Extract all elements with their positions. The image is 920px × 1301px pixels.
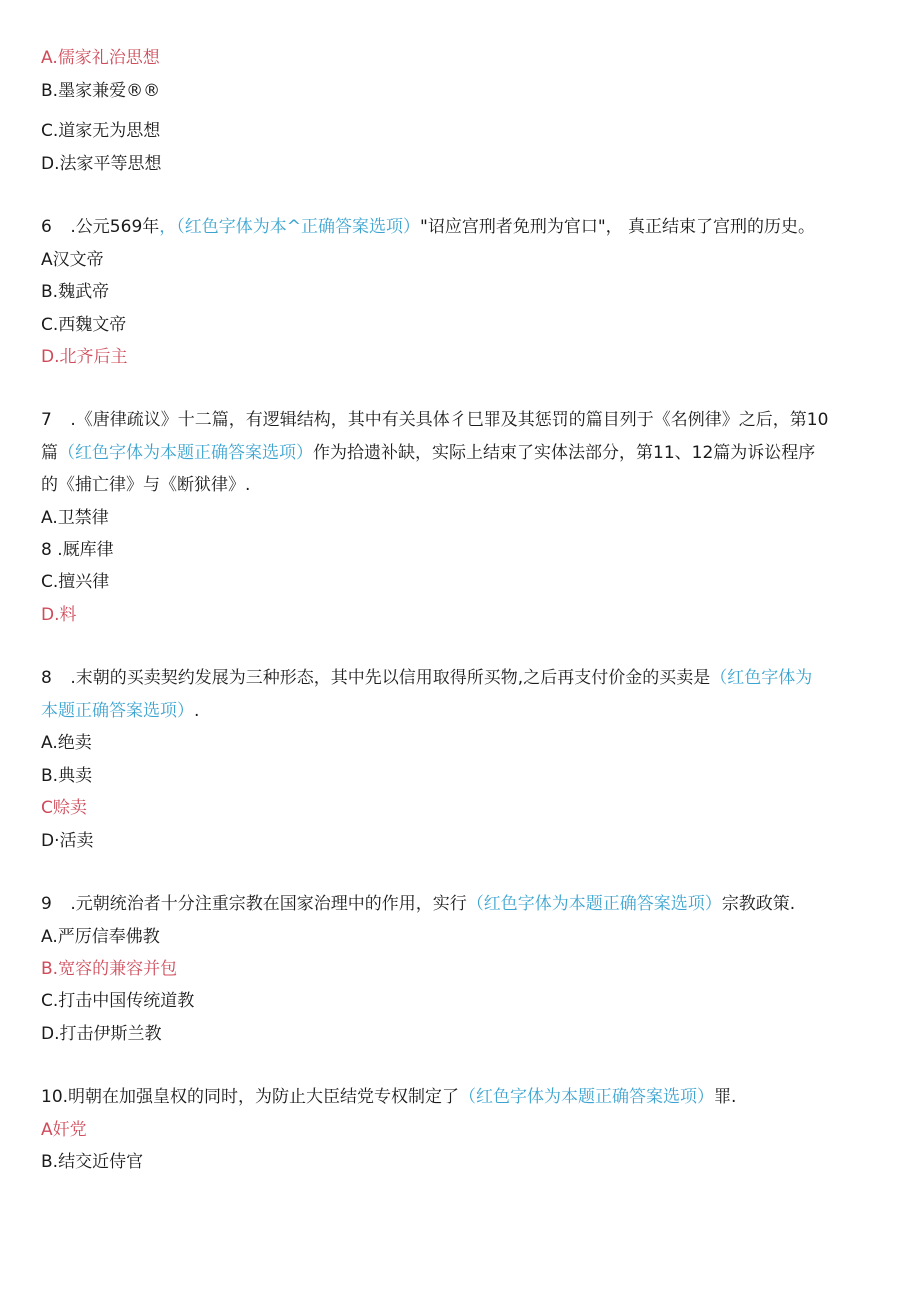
- q7-stem-line2: [41, 441, 815, 465]
- q5-option-d: D.法家平等思想: [41, 154, 162, 174]
- q7-line2-post: 作为拾遗补缺，实际上结束了实体法部分，第11、12篇为诉讼程序: [313, 443, 816, 463]
- q10-stem-pre: 10.明朝在加强皇权的同时，为防止大臣结党专权制定了: [41, 1087, 460, 1107]
- q8-line2-post: .: [194, 701, 200, 721]
- q5-option-b: B.墨家兼爱®®: [41, 81, 161, 101]
- q6-number: 6: [41, 217, 52, 237]
- q8-stem-line1: [41, 666, 812, 690]
- q7-stem-line1: [41, 408, 828, 432]
- q8-option-a: A.绝卖: [41, 733, 92, 753]
- q6-stem-pre: .公元569年: [65, 217, 160, 237]
- q5-option-a: A.儒家礼治思想: [41, 48, 160, 68]
- q8-option-c: C赊卖: [41, 798, 87, 818]
- q9-stem: [41, 892, 795, 916]
- q7-option-a: A.卫禁律: [41, 508, 109, 528]
- q10-option-b: B.结交近侍官: [41, 1152, 144, 1172]
- q8-stem-line2: [41, 699, 199, 723]
- q9-option-b: B.宽容的兼容并包: [41, 959, 178, 979]
- q6-answer-hint: ，（红色字体为本^正确答案选项）: [159, 217, 421, 237]
- q6-option-a: A汉文帝: [41, 250, 104, 270]
- q6-option-b: B.魏武帝: [41, 282, 110, 302]
- q8-line1-pre: .末朝的买卖契约发展为三种形态，其中先以信用取得所买物,之后再支付价金的买卖是: [65, 668, 711, 688]
- q7-line2-pre: 篇: [41, 443, 58, 463]
- q7-option-c: C.擅兴律: [41, 572, 110, 592]
- q7-number: 7: [41, 410, 52, 430]
- q8-number: 8: [41, 668, 52, 688]
- q5-option-c: C.道家无为思想: [41, 121, 161, 141]
- q9-number: 9: [41, 894, 52, 914]
- q10-stem: [41, 1085, 736, 1109]
- q7-stem-line3: 的《捕亡律》与《断狱律》.: [41, 475, 251, 495]
- q9-option-c: C.打击中国传统道教: [41, 991, 195, 1011]
- q6-option-c: C.西魏文帝: [41, 315, 127, 335]
- q10-option-a: A奸党: [41, 1120, 87, 1140]
- q7-option-d: D.料: [41, 605, 77, 625]
- q9-option-a: A.严厉信奉佛教: [41, 927, 160, 947]
- q8-answer-hint-part2: 本题正确答案选项）: [41, 701, 194, 721]
- q8-answer-hint-part1: （红色字体为: [710, 668, 813, 688]
- q6-stem-post: "诏应宫刑者免刑为官口"， 真正结束了宫刑的历史。: [420, 217, 816, 237]
- q7-option-b: 8 .厩库律: [41, 540, 114, 560]
- q9-stem-post: 宗教政策.: [721, 894, 796, 914]
- q9-answer-hint: （红色字体为本题正确答案选项）: [466, 894, 722, 914]
- q6-stem: [41, 215, 815, 239]
- q7-line1-text: .《唐律疏议》十二篇，有逻辑结构，其中有关具体彳巳罪及其惩罚的篇目列于《名例律》之后，第10: [65, 410, 829, 430]
- q9-stem-pre: .元朝统治者十分注重宗教在国家治理中的作用，实行: [65, 894, 467, 914]
- q10-stem-post: 罪.: [714, 1087, 737, 1107]
- q7-answer-hint: （红色字体为本题正确答案选项）: [58, 443, 313, 463]
- q8-option-d: D·活卖: [41, 831, 94, 851]
- q10-answer-hint: （红色字体为本题正确答案选项）: [459, 1087, 715, 1107]
- q6-option-d: D.北齐后主: [41, 347, 128, 367]
- q8-option-b: B.典卖: [41, 766, 93, 786]
- q9-option-d: D.打击伊斯兰教: [41, 1024, 162, 1044]
